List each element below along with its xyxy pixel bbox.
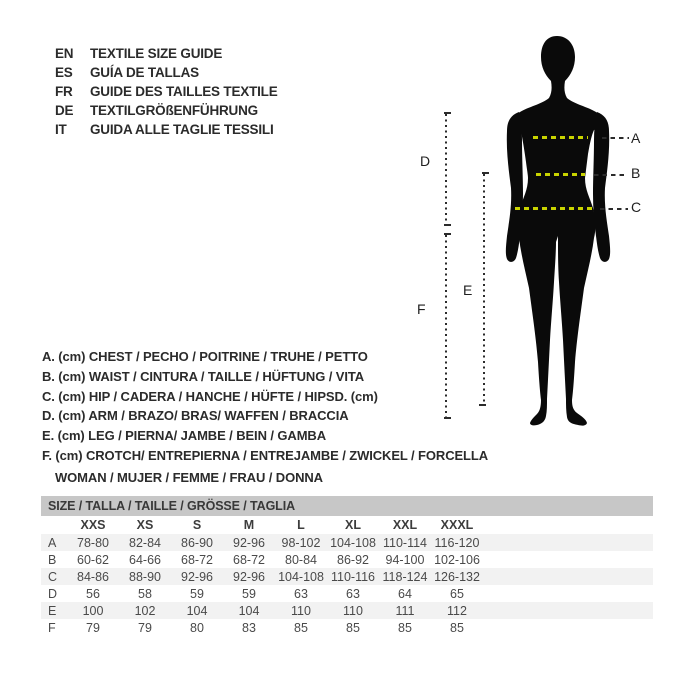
- arm-line-bottom-tick: [444, 224, 451, 226]
- measurement-legend: [42, 347, 488, 465]
- size-value: 118-124: [382, 569, 428, 584]
- size-column-header: XXXL: [440, 518, 474, 532]
- measurement-legend-line: C. (cm) HIP / CADERA / HANCHE / HÜFTE / HIPSD. (cm): [42, 388, 378, 404]
- row-label: C: [48, 569, 58, 584]
- size-value: 59: [190, 586, 204, 601]
- size-value: 68-72: [181, 552, 213, 567]
- size-value: 68-72: [233, 552, 265, 567]
- size-value: 111: [395, 603, 415, 618]
- language-code: FR: [55, 84, 73, 99]
- language-code: ES: [55, 65, 73, 80]
- size-column-header: S: [192, 518, 202, 532]
- measurement-legend-line: F. (cm) CROTCH/ ENTREPIERNA / ENTREJAMBE / ZWICKEL / FORCELLA: [42, 447, 489, 463]
- size-value: 63: [294, 586, 308, 601]
- waist-callout-line: [594, 174, 627, 176]
- size-value: 102-106: [434, 552, 480, 567]
- size-table-row: [41, 568, 653, 585]
- size-value: 63: [346, 586, 360, 601]
- size-table-title: SIZE / TALLA / TAILLE / GRÖSSE / TAGLIA: [41, 496, 653, 516]
- language-code: EN: [55, 46, 74, 61]
- size-value: 98-102: [281, 535, 321, 550]
- size-value: 59: [242, 586, 256, 601]
- size-table: [41, 496, 653, 636]
- size-column-header: XL: [345, 518, 361, 532]
- size-value: 110: [291, 603, 311, 618]
- silhouette-body: [510, 36, 606, 426]
- chest-callout-line: [602, 137, 629, 139]
- arm-measure-line: [445, 114, 447, 224]
- size-value: 78-80: [77, 535, 109, 550]
- size-column-header: XXS: [80, 518, 106, 532]
- silhouette-right-arm: [593, 112, 610, 262]
- size-table-row: [41, 585, 653, 602]
- size-value: 92-96: [181, 569, 213, 584]
- size-value: 85: [294, 620, 308, 635]
- size-value: 126-132: [434, 569, 480, 584]
- language-row: [55, 120, 278, 139]
- gender-heading: WOMAN / MUJER / FEMME / FRAU / DONNA: [55, 470, 323, 485]
- size-value: 79: [138, 620, 152, 635]
- size-table-body: [41, 534, 653, 636]
- size-value: 104-108: [278, 569, 324, 584]
- measurement-legend-line: A. (cm) CHEST / PECHO / POITRINE / TRUHE / PETTO: [42, 349, 368, 365]
- size-value: 85: [346, 620, 360, 635]
- leg-line-top-tick: [482, 172, 489, 174]
- hip-measure-line: [515, 207, 592, 210]
- size-value: 56: [86, 586, 100, 601]
- row-label: E: [48, 603, 57, 618]
- size-value: 110: [343, 603, 363, 618]
- size-value: 65: [450, 586, 464, 601]
- size-table-row: [41, 534, 653, 551]
- size-value: 86-90: [181, 535, 213, 550]
- size-value: 92-96: [233, 569, 265, 584]
- label-chest-a: A: [631, 130, 641, 146]
- row-label: D: [48, 586, 58, 601]
- size-table-row: [41, 619, 653, 636]
- size-value: 112: [447, 603, 467, 618]
- label-arm-d: D: [420, 153, 431, 169]
- language-title: GUÍA DE TALLAS: [90, 65, 199, 80]
- size-value: 64: [398, 586, 412, 601]
- size-column-header: XS: [136, 518, 154, 532]
- size-value: 100: [82, 603, 104, 618]
- language-title: TEXTILE SIZE GUIDE: [90, 46, 223, 61]
- language-title: GUIDE DES TAILLES TEXTILE: [90, 84, 278, 99]
- label-hip-c: C: [631, 199, 642, 215]
- row-label: F: [48, 620, 56, 635]
- language-title-list: [55, 44, 278, 139]
- language-code: DE: [55, 103, 74, 118]
- size-value: 80-84: [285, 552, 317, 567]
- size-value: 64-66: [129, 552, 161, 567]
- size-value: 82-84: [129, 535, 161, 550]
- size-value: 58: [138, 586, 152, 601]
- size-column-header: M: [243, 518, 255, 532]
- size-column-header: L: [297, 518, 305, 532]
- row-label: B: [48, 552, 57, 567]
- language-row: [55, 82, 278, 101]
- waist-measure-line: [536, 173, 585, 176]
- size-value: 94-100: [385, 552, 425, 567]
- size-value: 85: [450, 620, 464, 635]
- size-value: 110-116: [330, 569, 376, 584]
- crotch-line-top-tick: [444, 233, 451, 235]
- measurement-legend-line: D. (cm) ARM / BRAZO/ BRAS/ WAFFEN / BRACCIA: [42, 408, 349, 424]
- hip-callout-line: [600, 208, 628, 210]
- language-title: TEXTILGRÖßENFÜHRUNG: [90, 103, 258, 118]
- size-table-row: [41, 551, 653, 568]
- size-value: 84-86: [77, 569, 109, 584]
- size-value: 85: [398, 620, 412, 635]
- language-title: GUIDA ALLE TAGLIE TESSILI: [90, 122, 274, 137]
- size-column-header: XXL: [392, 518, 418, 532]
- chest-measure-line: [533, 136, 588, 139]
- size-value: 104-108: [330, 535, 376, 550]
- size-value: 86-92: [337, 552, 369, 567]
- size-value: 104: [238, 603, 260, 618]
- size-value: 116-120: [434, 535, 480, 550]
- size-value: 83: [242, 620, 256, 635]
- language-row: [55, 63, 278, 82]
- language-code: IT: [55, 122, 67, 137]
- arm-line-top-tick: [444, 112, 451, 114]
- label-waist-b: B: [631, 165, 641, 181]
- label-crotch-f: F: [417, 301, 426, 317]
- row-label: A: [48, 535, 57, 550]
- measurement-legend-line: E. (cm) LEG / PIERNA/ JAMBE / BEIN / GAMBA: [42, 428, 326, 444]
- size-value: 110-114: [382, 535, 428, 550]
- size-value: 104: [186, 603, 208, 618]
- size-value: 80: [190, 620, 204, 635]
- size-value: 60-62: [77, 552, 109, 567]
- label-leg-e: E: [463, 282, 473, 298]
- size-table-column-headers: [41, 516, 653, 534]
- size-value: 102: [134, 603, 156, 618]
- size-value: 92-96: [233, 535, 265, 550]
- language-row: [55, 101, 278, 120]
- language-row: [55, 44, 278, 63]
- woman-silhouette: [502, 30, 614, 430]
- size-value: 79: [86, 620, 100, 635]
- size-value: 88-90: [129, 569, 161, 584]
- measurement-legend-line: B. (cm) WAIST / CINTURA / TAILLE / HÜFTUNG / VITA: [42, 369, 365, 385]
- size-table-row: [41, 602, 653, 619]
